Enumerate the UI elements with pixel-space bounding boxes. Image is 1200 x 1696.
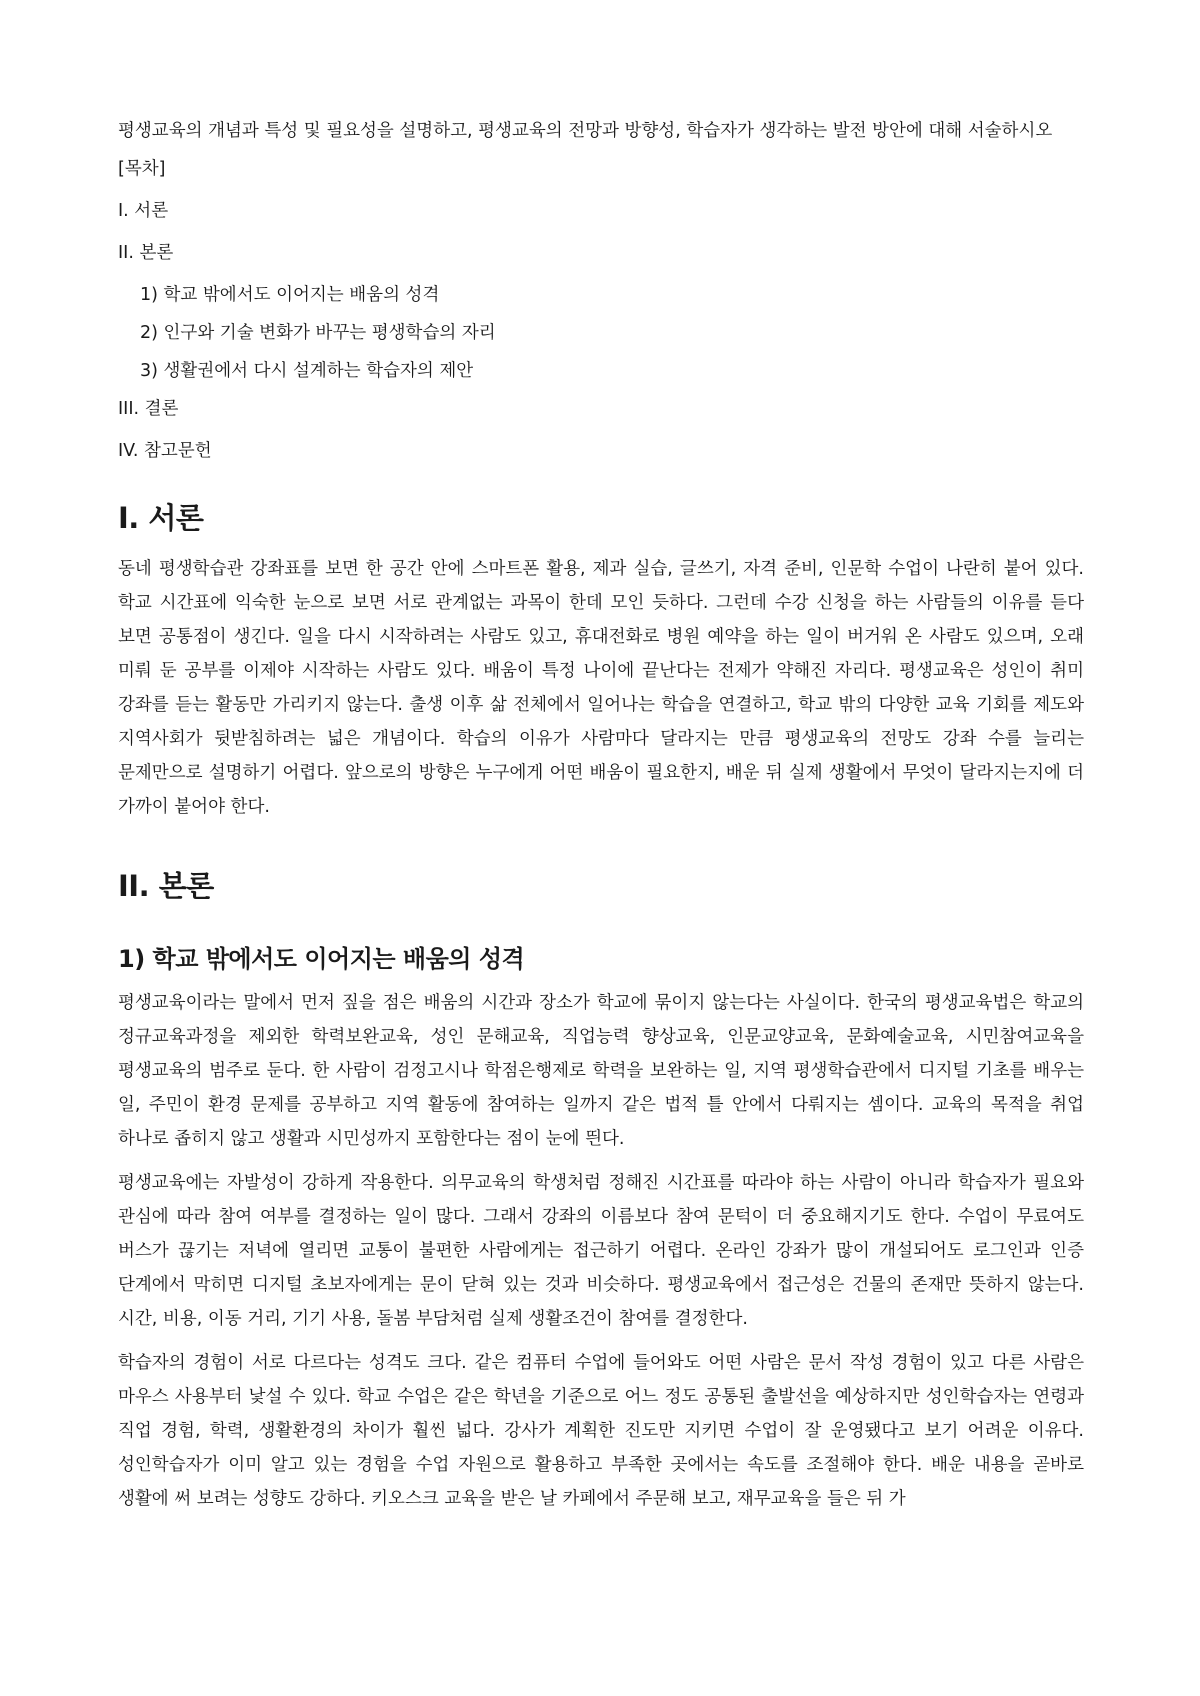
toc-item-references: IV. 참고문헌 [118,441,212,461]
section-1-paragraph: 평생교육에는 자발성이 강하게 작용한다. 의무교육의 학생처럼 정해진 시간표를 따라야 하는 사람이 아니라 학습자가 필요와 관심에 따라 참여 여부를 결정하는 일이 많다. 그래서 강좌의 이름보다 참여 문턱이 더 중요해지기도 한다. 수업이 무료여도 버스가 끊기는 저녁에 열리면 교통이 불편한 사람에게는 접근하기 어렵다. 온라인 강좌가 많이 개설되어도 로그인과 인증 단계에서 막히면 디지털 초보자에게는 문이 닫혀 있는 것과 비슷하다. 평생교육에서 접근성은 건물의 존재만 뜻하지 않는다. 시간, 비용, 이동 거리, 기기 사용, 돌봄 부담처럼 실제 생활조건이 참여를 결정한다. [118,1173,1084,1329]
toc-item-conclusion: III. 결론 [118,399,179,419]
introduction-heading: I. 서론 [118,501,204,535]
document-page [118,114,1084,1516]
toc-subitem-3: 3) 생활권에서 다시 설계하는 학습자의 제안 [140,361,474,381]
main-body-heading: II. 본론 [118,869,214,903]
toc-subitem-1: 1) 학교 밖에서도 이어지는 배움의 성격 [140,285,440,305]
toc-item-main-body: II. 본론 [118,243,174,263]
section-1-paragraph: 학습자의 경험이 서로 다르다는 성격도 크다. 같은 컴퓨터 수업에 들어와도 어떤 사람은 문서 작성 경험이 있고 다른 사람은 마우스 사용부터 낯설 수 있다. 학교 수업은 같은 학년을 기준으로 어느 정도 공통된 출발선을 예상하지만 성인학습자는 연령과 직업 경험, 학력, 생활환경의 차이가 훨씬 넓다. 강사가 계획한 진도만 지키면 수업이 잘 운영됐다고 보기 어려운 이유다. 성인학습자가 이미 알고 있는 경험을 수업 자원으로 활용하고 부족한 곳에서는 속도를 조절해야 한다. 배운 내용을 곧바로 생활에 써 보려는 성향도 강하다. 키오스크 교육을 받은 날 카페에서 주문해 보고, 재무교육을 들은 뒤 가 [118,1353,1084,1509]
assignment-question: 평생교육의 개념과 특성 및 필요성을 설명하고, 평생교육의 전망과 방향성, 학습자가 생각하는 발전 방안에 대해 서술하시오 [118,121,1053,141]
toc-item-introduction: I. 서론 [118,201,169,221]
toc-heading: [목차] [118,159,166,179]
introduction-paragraph: 동네 평생학습관 강좌표를 보면 한 공간 안에 스마트폰 활용, 제과 실습, 글쓰기, 자격 준비, 인문학 수업이 나란히 붙어 있다. 학교 시간표에 익숙한 눈으로 보면 서로 관계없는 과목이 한데 모인 듯하다. 그런데 수강 신청을 하는 사람들의 이유를 듣다 보면 공통점이 생긴다. 일을 다시 시작하려는 사람도 있고, 휴대전화로 병원 예약을 하는 일이 버거워 온 사람도 있으며, 오래 미뤄 둔 공부를 이제야 시작하는 사람도 있다. 배움이 특정 나이에 끝난다는 전제가 약해진 자리다. 평생교육은 성인이 취미 강좌를 듣는 활동만 가리키지 않는다. 출생 이후 삶 전체에서 일어나는 학습을 연결하고, 학교 밖의 다양한 교육 기회를 제도와 지역사회가 뒷받침하려는 넓은 개념이다. 학습의 이유가 사람마다 달라지는 만큼 평생교육의 전망도 강좌 수를 늘리는 문제만으로 설명하기 어렵다. 앞으로의 방향은 누구에게 어떤 배움이 필요한지, 배운 뒤 실제 생활에서 무엇이 달라지는지에 더 가까이 붙어야 한다. [118,559,1084,817]
section-1-heading: 1) 학교 밖에서도 이어지는 배움의 성격 [118,945,525,973]
table-of-contents [118,156,1084,464]
toc-subitem-2: 2) 인구와 기술 변화가 바꾸는 평생학습의 자리 [140,323,496,343]
section-1-paragraph: 평생교육이라는 말에서 먼저 짚을 점은 배움의 시간과 장소가 학교에 묶이지 않는다는 사실이다. 한국의 평생교육법은 학교의 정규교육과정을 제외한 학력보완교육, 성인 문해교육, 직업능력 향상교육, 인문교양교육, 문화예술교육, 시민참여교육을 평생교육의 범주로 둔다. 한 사람이 검정고시나 학점은행제로 학력을 보완하는 일, 지역 평생학습관에서 디지털 기초를 배우는 일, 주민이 환경 문제를 공부하고 지역 활동에 참여하는 일까지 같은 법적 틀 안에서 다뤄지는 셈이다. 교육의 목적을 취업 하나로 좁히지 않고 생활과 시민성까지 포함한다는 점이 눈에 띈다. [118,993,1084,1149]
